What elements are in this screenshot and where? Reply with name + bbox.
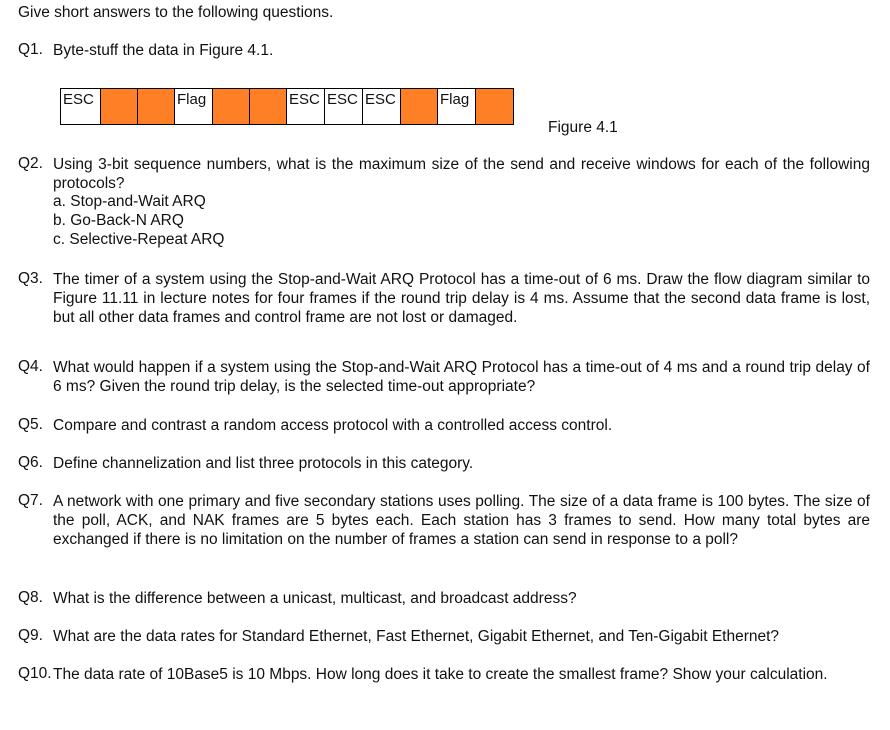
question-text: Compare and contrast a random access protocol with a controlled access control. [53, 417, 613, 434]
question-number: Q9. [18, 627, 43, 644]
option-b: b. Go-Back-N ARQ [53, 212, 184, 229]
question-text: Using 3-bit sequence numbers, what is the maximum size of the send and receive windows for each of the following protocols? [53, 156, 870, 193]
question-10 [18, 665, 870, 684]
frame-cell-data [138, 89, 175, 124]
question-2 [18, 155, 870, 193]
question-number: Q1. [18, 41, 43, 58]
frame-cell-esc: ESC [287, 89, 325, 124]
frame-cell-data [213, 89, 250, 124]
frame-cell-esc: ESC [363, 89, 401, 124]
question-8 [18, 589, 870, 608]
question-text: Define channelization and list three protocols in this category. [53, 455, 474, 472]
option-c: c. Selective-Repeat ARQ [53, 231, 225, 248]
byte-frame-figure [60, 88, 514, 125]
frame-cell-data [476, 89, 513, 124]
question-number: Q2. [18, 155, 43, 172]
question-text: A network with one primary and five secondary stations uses polling. The size of a data frame is 100 bytes. The size of the poll, ACK, and NAK frames are 5 bytes each. Each station has 3 frames to send. How many total bytes are exchanged if there is no limitation on the number of frames a station can send in response to a poll? [53, 493, 870, 549]
question-text: What are the data rates for Standard Ethernet, Fast Ethernet, Gigabit Ethernet, and Ten-Gigabit Ethernet? [53, 628, 780, 645]
frame-cell-data [401, 89, 438, 124]
frame-cell-data [250, 89, 287, 124]
question-text: The timer of a system using the Stop-and-Wait ARQ Protocol has a time-out of 6 ms. Draw the flow diagram similar to Figure 11.11 in lecture notes for four frames if the round trip delay is 4 ms. Assume that the second data frame is lost, but all other data frames and control frame are not lost or damaged. [53, 271, 870, 327]
question-number: Q8. [18, 589, 43, 606]
question-number: Q10. [18, 665, 52, 682]
option-a: a. Stop-and-Wait ARQ [53, 193, 206, 210]
intro-text: Give short answers to the following questions. [18, 4, 334, 21]
question-9 [18, 627, 870, 646]
question-text: The data rate of 10Base5 is 10 Mbps. How long does it take to create the smallest frame? Show your calculation. [53, 666, 828, 683]
question-1 [18, 41, 870, 60]
frame-cell-data [101, 89, 138, 124]
question-3 [18, 270, 870, 328]
figure-caption: Figure 4.1 [548, 119, 618, 136]
frame-cell-flag: Flag [438, 89, 476, 124]
question-text: What is the difference between a unicast, multicast, and broadcast address? [53, 590, 577, 607]
question-6 [18, 454, 870, 473]
question-5 [18, 416, 870, 435]
question-number: Q6. [18, 454, 43, 471]
frame-cell-flag: Flag [175, 89, 213, 124]
question-number: Q4. [18, 358, 43, 375]
frame-cell-esc: ESC [325, 89, 363, 124]
question-number: Q7. [18, 492, 43, 509]
question-number: Q5. [18, 416, 43, 433]
frame-cell-esc: ESC [61, 89, 101, 124]
question-text: Byte-stuff the data in Figure 4.1. [53, 42, 274, 59]
question-number: Q3. [18, 270, 43, 287]
question-7 [18, 492, 870, 550]
question-4 [18, 358, 870, 396]
question-text: What would happen if a system using the Stop-and-Wait ARQ Protocol has a time-out of 4 ms and a round trip delay of 6 ms? Given the round trip delay, is the selected time-out appropriate? [53, 359, 870, 396]
